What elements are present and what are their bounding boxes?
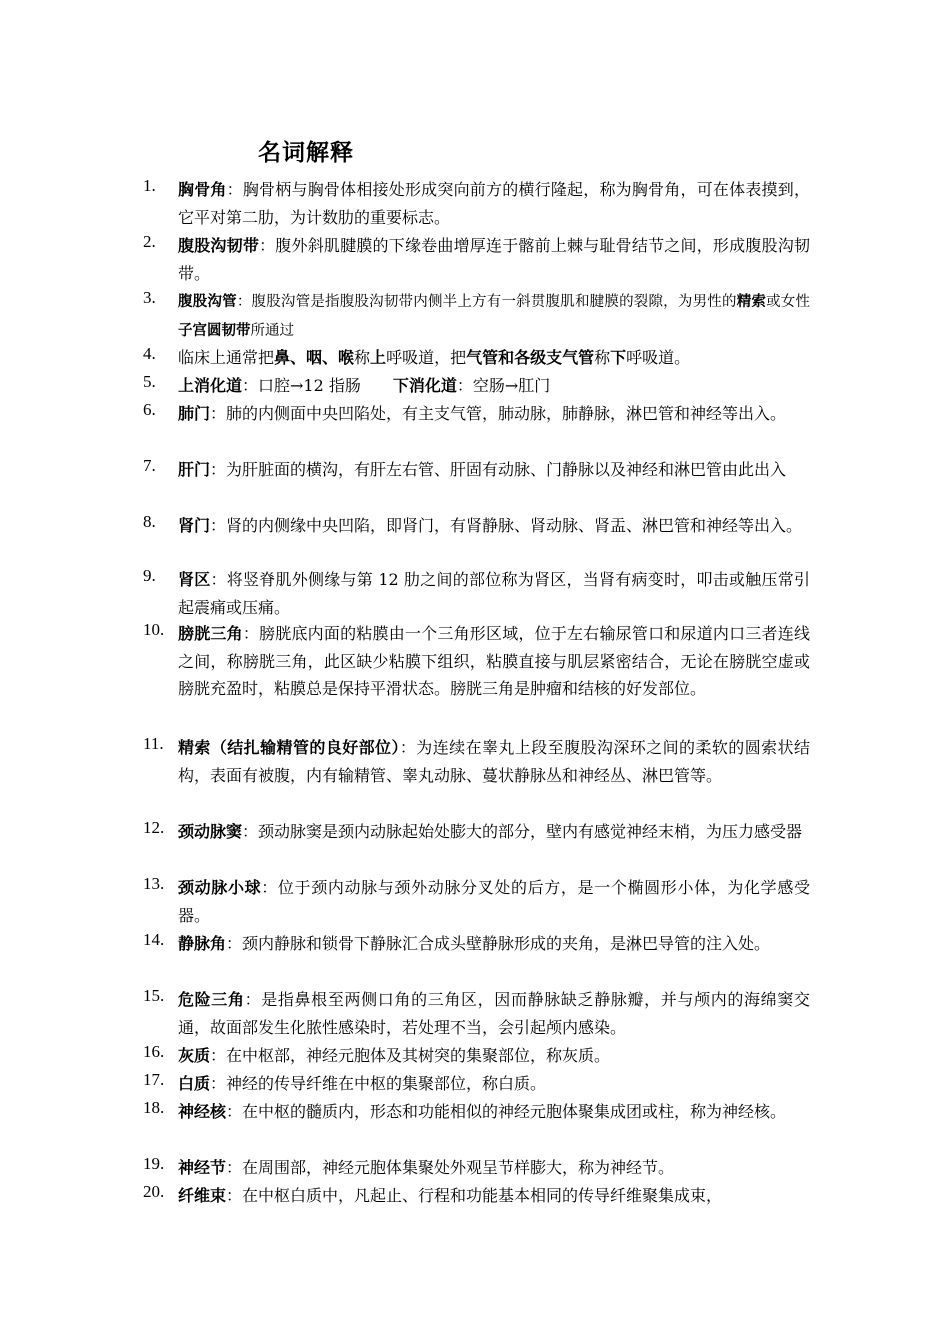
- term-text: ：空肠→肛门: [456, 376, 551, 395]
- term-text: ：在中枢白质中，凡起止、行程和功能基本相同的传导纤维聚集成束，: [226, 1186, 723, 1205]
- term-bold: 神经核: [178, 1102, 227, 1121]
- term-bold: 上: [370, 348, 387, 367]
- term-text: 呼吸道，把: [386, 348, 467, 367]
- term-text: ：神经的传导纤维在中枢的集聚部位，称白质。: [210, 1074, 547, 1093]
- term-text: ：肺的内侧面中央凹陷处，有主支气管，肺动脉，肺静脉，淋巴管和神经等出入。: [210, 404, 787, 423]
- item-number: 8.: [143, 512, 156, 531]
- item-text: [178, 176, 810, 231]
- term-bold: 危险三角: [178, 990, 245, 1009]
- item-number: 9.: [143, 566, 156, 585]
- term-text: ：胸骨柄与胸骨体相接处形成突向前方的横行隆起，称为胸骨角，可在体表摸到，它平对第二肋，为计数肋的重要标志。: [178, 180, 810, 227]
- term-bold: 静脉角: [178, 934, 227, 953]
- item-number: 11.: [143, 734, 164, 753]
- term-bold: 灰质: [178, 1046, 211, 1065]
- term-bold: 下消化道: [392, 376, 457, 395]
- term-bold: 腹股沟韧带: [178, 236, 260, 255]
- term-text: 称: [594, 348, 611, 367]
- item-text: [178, 874, 810, 929]
- term-text: 称: [354, 348, 371, 367]
- term-text: ：口腔→12 指肠: [242, 376, 393, 395]
- item-text: [178, 456, 810, 484]
- item-text: [178, 372, 810, 400]
- item-number: 20.: [143, 1182, 165, 1201]
- term-text: ：在中枢部，神经元胞体及其树突的集聚部位，称灰质。: [210, 1046, 611, 1065]
- term-bold: 精索（结扎输精管的良好部位）: [178, 738, 400, 757]
- term-bold: 腹股沟管: [178, 293, 237, 310]
- item-number: 1.: [143, 176, 156, 195]
- term-text: ：腹股沟管是指腹股沟韧带内侧半上方有一斜贯腹肌和腱膜的裂隙，为男性的: [236, 294, 737, 310]
- term-text: 所通过: [250, 322, 294, 339]
- term-text: ：将竖脊肌外侧缘与第 12 肋之间的部位称为肾区，当肾有病变时，叩击或触压常引起震痛或压痛。: [178, 570, 810, 617]
- item-number: 12.: [143, 818, 165, 837]
- term-bold: 颈动脉小球: [178, 878, 262, 897]
- term-text: ：颈动脉窦是颈内动脉起始处膨大的部分，壁内有感觉神经末梢，为压力感受器: [242, 822, 803, 841]
- term-bold: 精索: [736, 293, 767, 310]
- term-text: ：为连续在睾丸上段至腹股沟深环之间的柔软的圆索状结构，表面有被腹，内有输精管、睾丸动脉、蔓状静脉丛和神经丛、淋巴管等。: [178, 738, 810, 785]
- item-text: [178, 930, 810, 958]
- item-number: 2.: [143, 232, 156, 251]
- term-text: ：膀胱底内面的粘膜由一个三角形区域，位于左右输尿管口和尿道内口三者连线之间，称膀胱三角，此区缺少粘膜下组织，粘膜直接与肌层紧密结合，无论在膀胱空虚或膀胱充盈时，粘膜总是保持平滑状态。膀胱三角是肿瘤和结核的好发部位。: [178, 624, 810, 698]
- item-text: [178, 344, 810, 372]
- term-bold: 胸骨角: [178, 180, 227, 199]
- item-text: [178, 986, 810, 1041]
- item-text: [178, 1042, 810, 1070]
- item-number: 10.: [143, 620, 165, 639]
- term-bold: 子宫圆韧带: [178, 321, 251, 339]
- term-text: ：是指鼻根至两侧口角的三角区，因而静脉缺乏静脉瓣，并与颅内的海绵窦交通，故面部发生化脓性感染时，若处理不当，会引起颅内感染。: [178, 990, 810, 1037]
- term-bold: 气管和各级支气管: [466, 348, 595, 367]
- item-text: [178, 232, 810, 287]
- term-bold: 肾门: [178, 516, 211, 535]
- term-text: 呼吸道。: [626, 348, 691, 367]
- term-bold: 肝门: [178, 460, 211, 479]
- term-bold: 肾区: [178, 570, 211, 589]
- item-text: [178, 400, 810, 428]
- term-text: ：在周围部，神经元胞体集聚处外观呈节样膨大，称为神经节。: [226, 1158, 675, 1177]
- term-bold: 鼻、咽、喉: [274, 348, 355, 367]
- item-number: 18.: [143, 1098, 165, 1117]
- item-number: 15.: [143, 986, 165, 1005]
- item-text: [178, 818, 810, 846]
- term-bold: 肺门: [178, 404, 211, 423]
- term-bold: 颈动脉窦: [178, 822, 243, 841]
- term-text: ：肾的内侧缘中央凹陷，即肾门，有肾静脉、肾动脉、肾盂、淋巴管和神经等出入。: [210, 516, 803, 535]
- item-number: 6.: [143, 400, 156, 419]
- term-bold: 神经节: [178, 1158, 227, 1177]
- item-text: [178, 288, 810, 345]
- item-text: [178, 512, 810, 540]
- item-number: 16.: [143, 1042, 165, 1061]
- item-text: [178, 1154, 810, 1182]
- item-number: 4.: [143, 344, 156, 363]
- term-text: ：为肝脏面的横沟，有肝左右管、肝固有动脉、门静脉以及神经和淋巴管由此出入: [210, 460, 787, 479]
- item-text: [178, 620, 810, 703]
- item-number: 14.: [143, 930, 165, 949]
- term-text: ：腹外斜肌腱膜的下缘卷曲增厚连于髂前上棘与耻骨结节之间，形成腹股沟韧带。: [178, 236, 810, 283]
- item-number: 13.: [143, 874, 165, 893]
- term-bold: 膀胱三角: [178, 624, 243, 643]
- term-text: ：位于颈内动脉与颈外动脉分叉处的后方，是一个椭圆形小体，为化学感受器。: [178, 878, 810, 925]
- item-number: 19.: [143, 1154, 165, 1173]
- term-bold: 纤维束: [178, 1186, 227, 1205]
- item-number: 3.: [143, 288, 156, 307]
- term-text: ：在中枢的髓质内，形态和功能相似的神经元胞体聚集成团或柱，称为神经核。: [226, 1102, 787, 1121]
- item-number: 5.: [143, 372, 156, 391]
- page-title: 名词解释: [258, 140, 354, 166]
- term-bold: 白质: [178, 1074, 211, 1093]
- item-text: [178, 1070, 810, 1098]
- item-text: [178, 566, 810, 621]
- term-bold: 下: [610, 348, 627, 367]
- term-text: 或女性: [766, 294, 811, 310]
- term-text: 临床上通常把: [178, 348, 275, 367]
- item-text: [178, 734, 810, 789]
- item-number: 7.: [143, 456, 156, 475]
- item-text: [178, 1098, 810, 1126]
- item-number: 17.: [143, 1070, 165, 1089]
- term-bold: 上消化道: [178, 376, 243, 395]
- item-text: [178, 1182, 810, 1210]
- term-text: ：颈内静脉和锁骨下静脉汇合成头壁静脉形成的夹角，是淋巴导管的注入处。: [226, 934, 771, 953]
